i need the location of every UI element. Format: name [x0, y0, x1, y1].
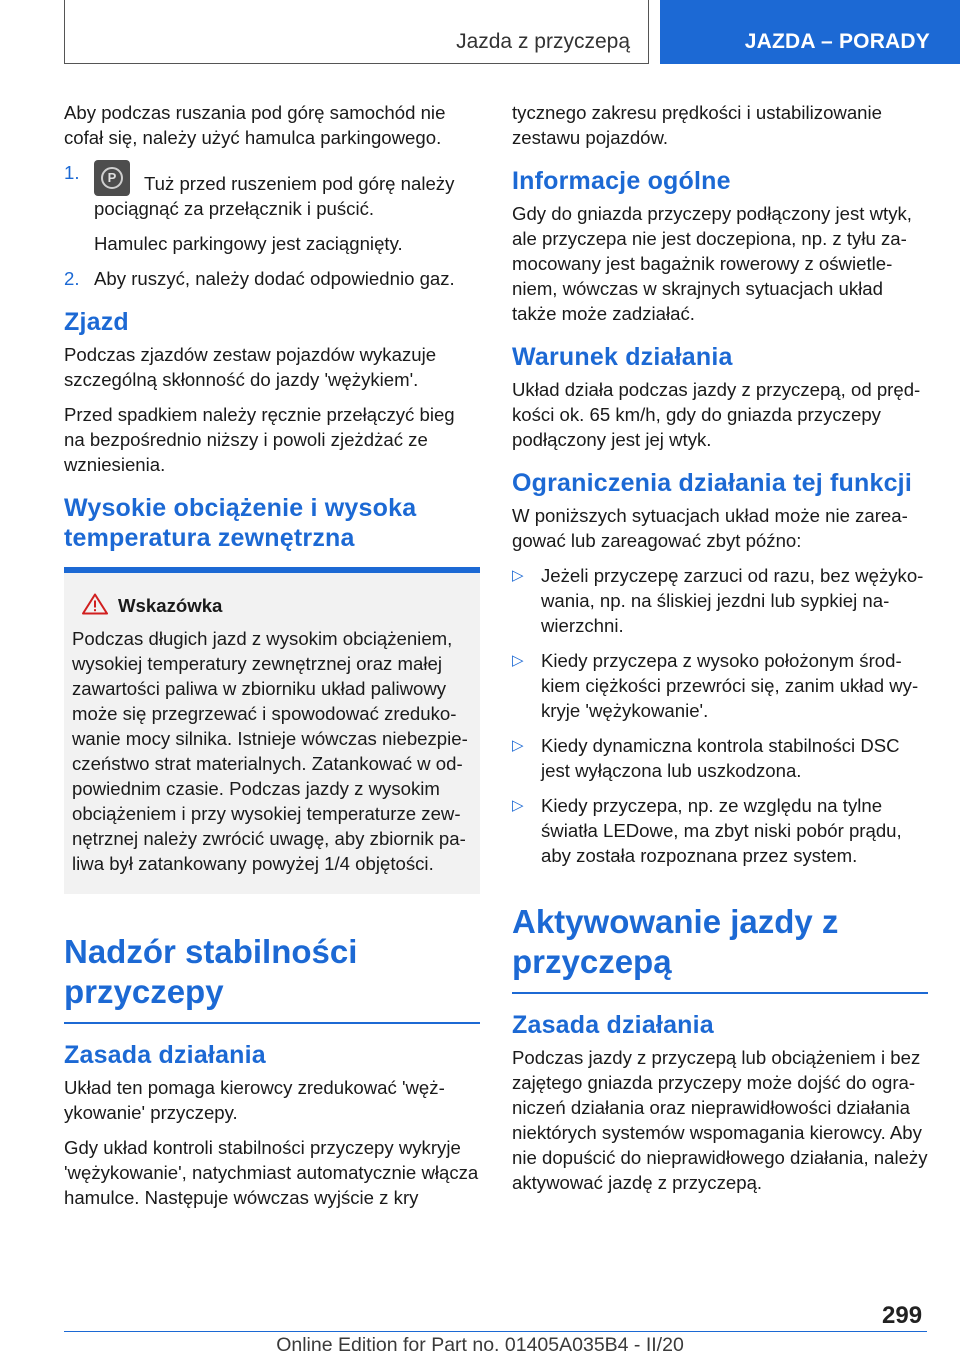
note-header: [72, 593, 472, 618]
zjazd-paragraph-1: Podczas zjazdów zestaw pojazdów wykazuje szczególną skłonność do jazdy 'wężykiem'.: [64, 344, 437, 390]
heading-block-activation: [512, 902, 928, 994]
step-1: [64, 160, 480, 221]
intro-paragraph: Aby podczas ruszania pod górę samochód nie cofał się, należy użyć hamulca parkingowego.: [64, 102, 446, 148]
heading-trailer-stability: Nadzór stabilności przyczepy: [64, 933, 358, 1010]
principle-paragraph-1: Układ ten pomaga kierowcy zredukować 'wężykowanie' przyczepy.: [64, 1077, 445, 1123]
header-chapter-title: JAZDA – PORADY: [744, 30, 930, 53]
heading-zjazd: Zjazd: [64, 308, 129, 336]
right-column: [512, 100, 928, 1205]
bullet-triangle-icon: ▷: [512, 797, 524, 814]
continuation-paragraph: tycznego zakresu prędkości i ustabilizowanie zestawu pojazdów.: [512, 102, 882, 148]
heading-principle: Zasada działania: [64, 1041, 266, 1069]
heading-operating-condition: Warunek działania: [512, 343, 733, 371]
principle-2-paragraph: Podczas jazdy z przyczepą lub obciążeniem i bez zajętego gniazda przyczepy może dojść do ograniczeń działania oraz nieprawidłowości działania niektórych systemów wspomagania kierowcy. Aby nie dopuścić do nieprawidłowego działania, należy aktywować jazdę z przyczepą.: [512, 1047, 928, 1193]
list-item: ▷ Kiedy przyczepa, np. ze względu na tylne światła LEDowe, ma zbyt niski pobór prądu, aby została rozpoznana przez system.: [512, 795, 902, 866]
heading-block-stability: [64, 932, 480, 1024]
left-column: [64, 100, 480, 1220]
header-section-title: Jazda z przyczepą: [456, 30, 630, 53]
header-chapter-tab: [660, 0, 960, 64]
step-2-text: Aby ruszyć, należy dodać odpowiednio gaz.: [94, 268, 455, 289]
list-item: ▷ Kiedy dynamiczna kontrola stabilności DSC jest wyłączona lub uszkodzona.: [512, 735, 900, 781]
step-1-text: Tuż przed ruszeniem pod górę należy pociągnąć za przełącznik i puścić.: [94, 173, 455, 219]
list-item: ▷ Jeżeli przyczepę zarzuci od razu, bez wężykowania, np. na śliskiej jezdni lub sypkiej nawierzchni.: [512, 565, 924, 636]
note-title: Wskazówka: [118, 595, 223, 616]
note-box: [64, 573, 480, 894]
step-1-result: Hamulec parkingowy jest zaciągnięty.: [94, 233, 403, 254]
principle-paragraph-2: Gdy układ kontroli stabilności przyczepy wykryje 'wężykowanie', natychmiast automatycznie włącza hamulce. Następuje wówczas wyjście z kry: [64, 1137, 479, 1208]
bullet-triangle-icon: ▷: [512, 737, 524, 754]
step-2: [64, 266, 480, 291]
heading-limitations: Ograniczenia działania tej funkcji: [512, 469, 912, 497]
heading-principle-2: Zasada działania: [512, 1011, 714, 1039]
note-text: Podczas długich jazd z wysokim obciążeniem, wysokiej temperatury zewnętrznej oraz małej zawartości paliwa w zbiorniku układ paliwowy może się przegrzewać i spowodować zredukowanie mocy silnika. Istnieje wówczas niebezpieczeństwo strat materialnych. Zatankować w odpowiednim czasie. Podczas jazdy z wysokim obciążeniem i przy wysokiej temperaturze zewnętrznej należy zwrócić uwagę, aby zbiornik paliwa był zatankowany powyżej 1/4 objętości.: [72, 628, 468, 874]
bullet-triangle-icon: ▷: [512, 567, 524, 584]
operating-condition-paragraph: Układ działa podczas jazdy z przyczepą, od prędkości ok. 65 km/h, gdy do gniazda przyczepy podłączony jest jej wtyk.: [512, 379, 921, 450]
list-item: ▷ Kiedy przyczepa z wysoko położonym środkiem ciężkości przewróci się, zanim układ wykryje 'wężykowanie'.: [512, 650, 919, 721]
warning-triangle-icon: [82, 593, 108, 615]
footer-edition: Online Edition for Part no. 01405A035B4 - II/20: [276, 1334, 684, 1356]
page-number: 299: [882, 1302, 923, 1329]
bullet-triangle-icon: ▷: [512, 652, 524, 669]
parking-brake-icon: P: [94, 160, 130, 196]
limitations-paragraph: W poniższych sytuacjach układ może nie zareagować lub zareagować zbyt późno:: [512, 505, 908, 551]
footer-divider: [64, 1331, 927, 1332]
heading-trailer-mode-activation: Aktywowanie jazdy z przyczepą: [512, 903, 839, 980]
header-section-box: [64, 0, 649, 64]
heading-high-load-temperature: Wysokie obciążenie i wysoka temperatura zewnętrzna: [64, 494, 417, 552]
heading-general-info: Informacje ogólne: [512, 167, 731, 195]
step-1-number: 1.: [64, 162, 80, 183]
step-2-number: 2.: [64, 268, 80, 289]
general-info-paragraph: Gdy do gniazda przyczepy podłączony jest wtyk, ale przyczepa nie jest doczepiona, np. z tyłu zamocowany jest bagażnik rowerowy z oświetleniem, wówczas w skrajnych sytuacjach układ także może zadziałać.: [512, 203, 912, 324]
zjazd-paragraph-2: Przed spadkiem należy ręcznie przełączyć bieg na bezpośrednio niższy i powoli zjeżdżać ze wzniesienia.: [64, 404, 455, 475]
